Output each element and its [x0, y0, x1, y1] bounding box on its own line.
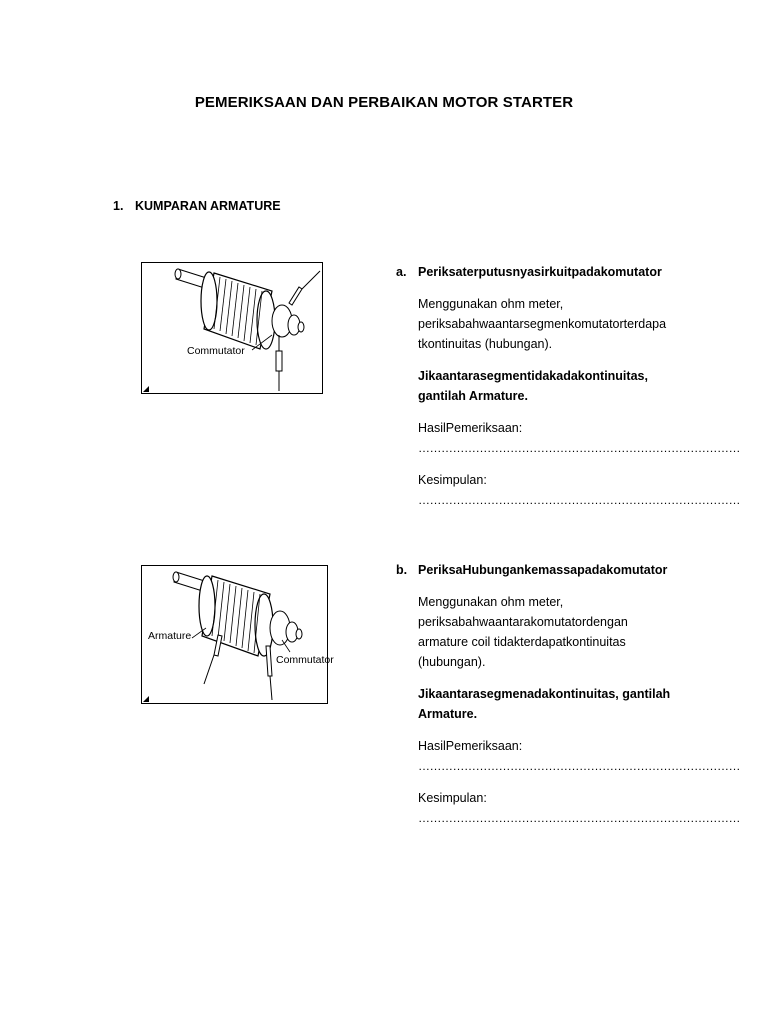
conclusion-label: Kesimpulan: [418, 473, 487, 487]
body-line: Menggunakan ohm meter, [418, 297, 564, 311]
section-title: KUMPARAN ARMATURE [135, 199, 281, 213]
body-line: periksabahwaantarsegmenkomutatorterdapa [418, 317, 667, 331]
section-number: 1. [113, 199, 124, 213]
inspection-item-b [396, 560, 740, 828]
item-letter: b. [396, 563, 408, 577]
item-heading [396, 262, 686, 282]
body-line: Menggunakan ohm meter, [418, 595, 564, 609]
result-label: HasilPemeriksaan: [418, 739, 523, 753]
result-label: HasilPemeriksaan: [418, 421, 523, 435]
conclusion-label: Kesimpulan: [418, 791, 487, 805]
figure-commutator-open-circuit [141, 262, 323, 394]
armature-illustration [142, 263, 322, 393]
action-line: Armature. [418, 707, 478, 721]
item-heading [396, 560, 686, 580]
action-line: gantilah Armature. [418, 389, 528, 403]
item-heading-text: PeriksaHubungankemassapadakomutator [418, 563, 668, 577]
item-heading-text: Periksaterputusnyasirkuitpadakomutator [418, 265, 662, 279]
body-line: tkontinuitas (hubungan). [418, 337, 553, 351]
conclusion-fill-line: ………………………………………………………………………… [418, 493, 740, 507]
item-body [418, 592, 740, 828]
section-heading [113, 199, 281, 213]
armature-illustration [142, 566, 334, 703]
document-title: PEMERIKSAAN DAN PERBAIKAN MOTOR STARTER [194, 94, 574, 111]
result-fill-line: ………………………………………………………………………… [418, 759, 740, 773]
inspection-item-a [396, 262, 740, 510]
conclusion-fill-line: ………………………………………………………………………… [418, 811, 740, 825]
figure-commutator-ground [141, 565, 334, 704]
body-line: periksabahwaantarakomutatordengan [418, 615, 628, 629]
figure-label-armature: Armature [148, 630, 192, 642]
body-line: armature coil tidakterdapatkontinuitas [418, 635, 626, 649]
item-letter: a. [396, 265, 407, 279]
figure-label-commutator: Commutator [187, 345, 245, 357]
figure-label-commutator: Commutator [276, 654, 334, 666]
action-line: Jikaantarasegmentidakadakontinuitas, [418, 369, 648, 383]
result-fill-line: ………………………………………………………………………… [418, 441, 740, 455]
item-body [418, 294, 740, 510]
action-line: Jikaantarasegmenadakontinuitas, gantilah [418, 687, 671, 701]
body-line: (hubungan). [418, 655, 486, 669]
